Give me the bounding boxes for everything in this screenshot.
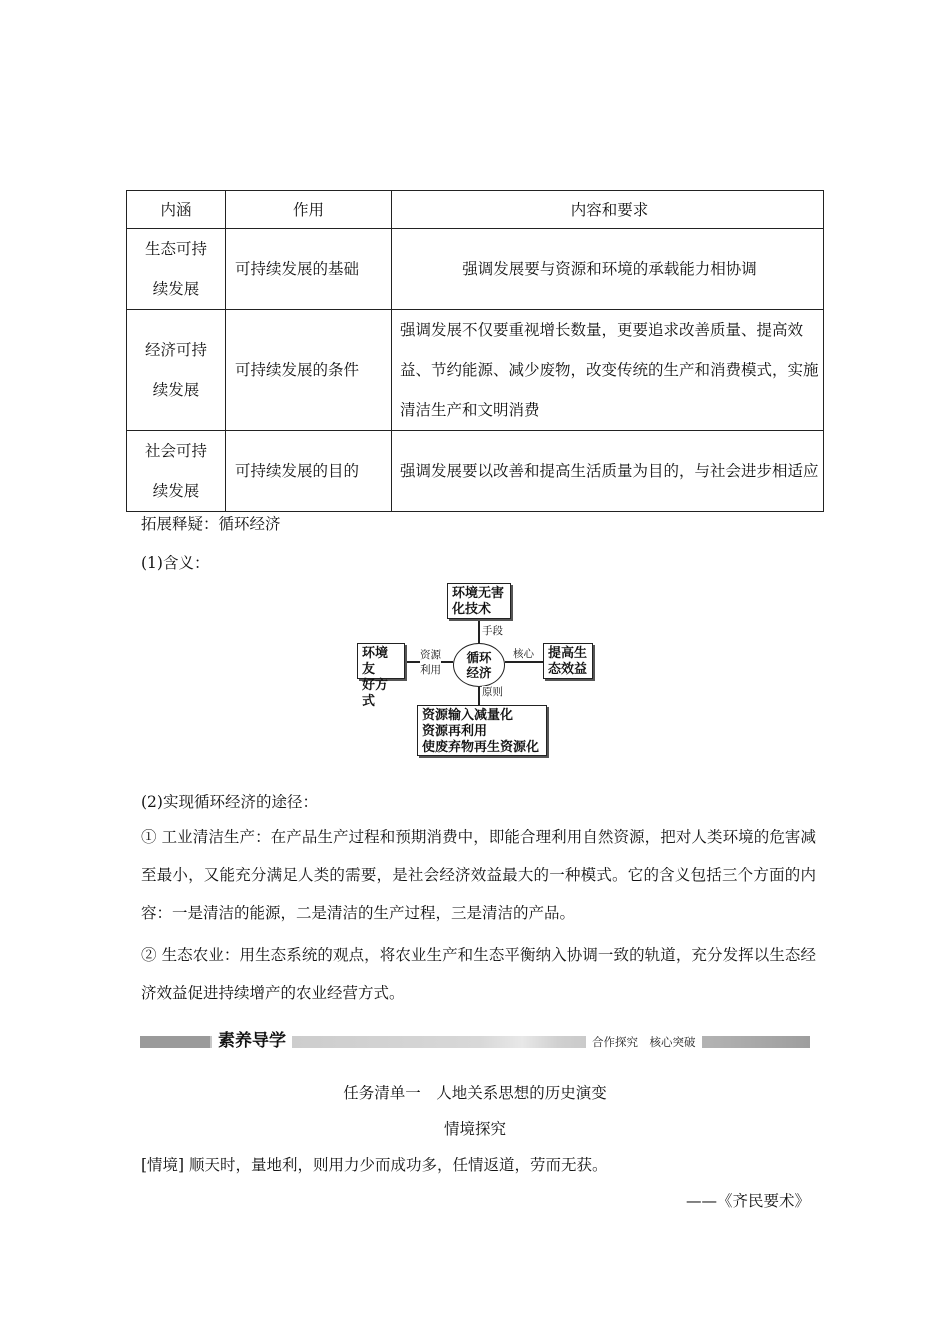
- table-cell-content: 强调发展不仅要重视增长数量，更要追求改善质量、提高效益、节约能源、减少废物，改变传统的生产和消费模式，实施清洁生产和文明消费: [392, 310, 824, 431]
- table-header-cell: 内涵: [127, 191, 226, 229]
- banner-subtitle: 合作探究 核心突破: [586, 1033, 702, 1051]
- link-label-means: 手段: [482, 625, 503, 637]
- connector-line-top: [478, 618, 480, 644]
- center-ellipse: 循环 经济: [453, 643, 505, 687]
- table-cell-name: 经济可持 续发展: [127, 310, 226, 431]
- sustainable-development-table: [126, 190, 824, 512]
- top-box: 环境无害 化技术: [447, 583, 511, 619]
- table-header-cell: 作用: [226, 191, 392, 229]
- task-title: 任务清单一 人地关系思想的历史演变: [343, 1084, 607, 1102]
- link-label-core: 核心: [513, 648, 534, 660]
- table-row: [127, 431, 824, 512]
- banner-bar-left: [140, 1036, 210, 1048]
- link-label-resource-use: 资源 利用: [420, 649, 441, 676]
- way-2-paragraph: ② 生态农业：用生态系统的观点，将农业生产和生态平衡纳入协调一致的轨道，充分发挥以生态经济效益促进持续增产的农业经营方式。: [141, 946, 816, 1002]
- situation-text: [情境] 顺天时，量地利，则用力少而成功多，任情返道，劳而无获。: [141, 1156, 608, 1174]
- table-cell-name: 社会可持 续发展: [127, 431, 226, 512]
- table-cell-name: 生态可持 续发展: [127, 229, 226, 310]
- banner-title: 素养导学: [212, 1030, 292, 1052]
- table-cell-role: 可持续发展的目的: [226, 431, 392, 512]
- table-cell-content: 强调发展要以改善和提高生活质量为目的，与社会进步相适应: [392, 431, 824, 512]
- table-row: [127, 229, 824, 310]
- table-header-cell: 内容和要求: [392, 191, 824, 229]
- ways-label: (2)实现循环经济的途径：: [141, 793, 318, 811]
- table-cell-content: 强调发展要与资源和环境的承载能力相协调: [392, 229, 824, 310]
- link-label-principle: 原则: [482, 686, 503, 698]
- table-cell-role: 可持续发展的条件: [226, 310, 392, 431]
- section-banner: [140, 1033, 810, 1051]
- table-header-row: [127, 191, 824, 229]
- right-box: 提高生 态效益: [543, 643, 593, 679]
- inquiry-title: 情境探究: [443, 1120, 506, 1138]
- extension-heading: 拓展释疑：循环经济: [141, 515, 281, 533]
- source-citation: ——《齐民要术》: [685, 1192, 810, 1210]
- left-box: 环境友 好方式: [357, 643, 405, 679]
- bottom-box: 资源输入减量化 资源再利用 使废弃物再生资源化: [417, 705, 547, 756]
- table-cell-role: 可持续发展的基础: [226, 229, 392, 310]
- connector-line-bottom: [478, 687, 480, 705]
- way-1-paragraph: ① 工业清洁生产：在产品生产过程和预期消费中，即能合理利用自然资源，把对人类环境的危害减至最小，又能充分满足人类的需要，是社会经济效益最大的一种模式。它的含义包括三个方面的内容：一是清洁的能源，二是清洁的生产过程，三是清洁的产品。: [141, 828, 816, 922]
- table-row: [127, 310, 824, 431]
- meaning-label: (1)含义：: [141, 554, 210, 572]
- banner-bar-right: [210, 1036, 810, 1048]
- connector-line-right: [505, 661, 543, 663]
